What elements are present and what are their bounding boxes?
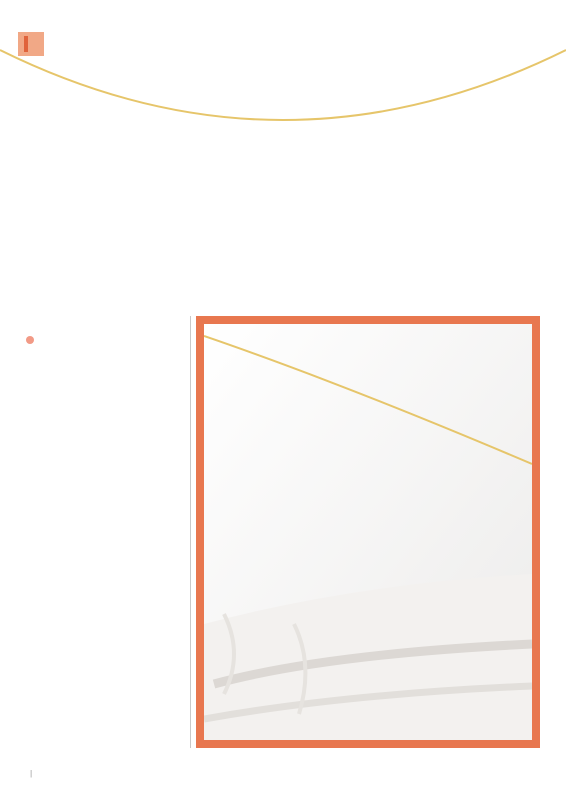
end-mark-icon: [26, 336, 34, 344]
garland-string: [0, 50, 566, 120]
garland-closeup-photo-frame: [196, 316, 540, 748]
joining-motifs-2-closing: [26, 335, 190, 347]
page-footer: |: [30, 768, 33, 778]
pattern-text-column: [26, 318, 190, 347]
column-divider: [190, 316, 191, 748]
garland-closeup-photo: [204, 324, 532, 740]
garland-top-photo: [0, 40, 566, 300]
